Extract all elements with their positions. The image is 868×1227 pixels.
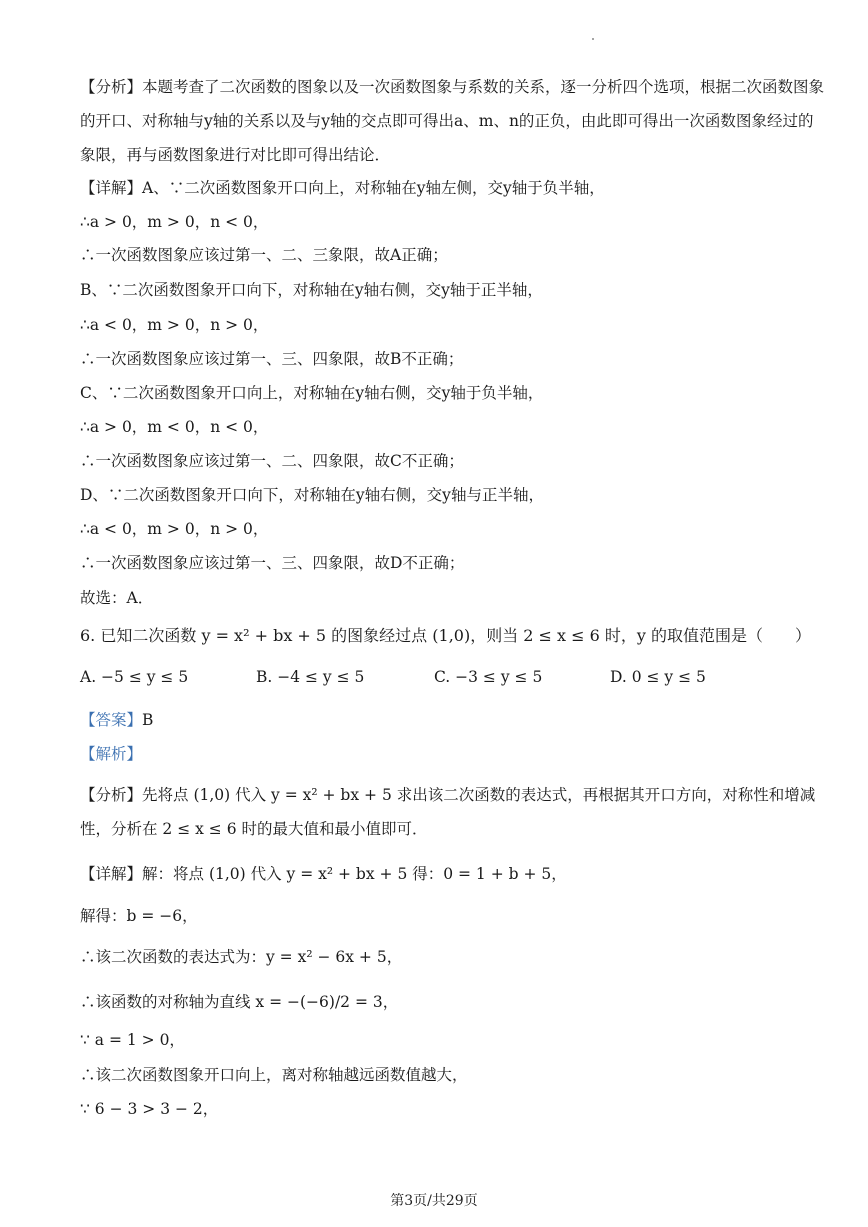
detail-6-line-5: ∵ 6 − 3 > 3 − 2， [80, 1100, 219, 1118]
analysis-6 [80, 778, 828, 846]
option-b: B. −4 ≤ y ≤ 5 [256, 668, 365, 686]
detail-6-first-text: 解：将点 (1,0) 代入 y = x² + bx + 5 得：0 = 1 + b + 5， [142, 865, 567, 883]
option-d: D. 0 ≤ y ≤ 5 [610, 668, 706, 686]
question-6-stem: 6. 已知二次函数 y = x² + bx + 5 的图象经过点 (1,0)，则当 2 ≤ x ≤ 6 时，y 的取值范围是（ ） [80, 626, 812, 645]
detail-6-tag: 【详解】 [80, 865, 143, 883]
detail-5-text: A、∵二次函数图象开口向上，对称轴在y轴左侧，交y轴于负半轴， [142, 179, 605, 197]
option-c: C. −3 ≤ y ≤ 5 [434, 668, 543, 686]
analysis-5-text: 本题考查了二次函数的图象以及一次函数图象与系数的关系，逐一分析四个选项，根据二次函数图象的开口、对称轴与y轴的关系以及与y轴的交点即可得出a、m、n的正负，由此即可得出一次函数图象经过的象限，再与函数图象进行对比即可得出结论． [80, 78, 825, 164]
answer-6 [80, 708, 828, 732]
page-footer: 第3页/共29页 [390, 1193, 478, 1209]
analysis-6-text: 先将点 (1,0) 代入 y = x² + bx + 5 求出该二次函数的表达式，再根据其开口方向，对称性和增减性，分析在 2 ≤ x ≤ 6 时的最大值和最小值即可． [80, 786, 816, 838]
answer-6-tag: 【答案】 [80, 711, 143, 729]
detail-5-line-5: ∴一次函数图象应该过第一、三、四象限，故B不正确； [80, 350, 464, 368]
analysis-5 [80, 70, 828, 172]
detail-6-first [80, 862, 828, 886]
detail-6-line-1: ∴该二次函数的表达式为：y = x² − 6x + 5， [80, 948, 403, 966]
detail-6-line-2: ∴该函数的对称轴为直线 x = −(−6)/2 = 3， [80, 993, 399, 1011]
detail-5-line-0 [80, 176, 828, 200]
explain-6 [80, 742, 828, 766]
detail-6-line-0: 解得：b = −6， [80, 907, 198, 925]
detail-5-tag: 【详解】 [80, 179, 143, 197]
detail-5-line-6: C、∵二次函数图象开口向上，对称轴在y轴右侧，交y轴于负半轴， [80, 384, 544, 402]
detail-6-line-4: ∴该二次函数图象开口向上，离对称轴越远函数值越大， [80, 1066, 468, 1084]
detail-5-line-12: 故选：A． [80, 589, 154, 607]
detail-5-line-1: ∴a > 0，m > 0，n < 0， [80, 213, 269, 231]
detail-5-line-7: ∴a > 0，m < 0，n < 0， [80, 418, 269, 436]
detail-6-line-3: ∵ a = 1 > 0， [80, 1031, 185, 1049]
option-a: A. −5 ≤ y ≤ 5 [80, 668, 189, 686]
detail-5-line-4: ∴a < 0，m > 0，n > 0， [80, 316, 269, 334]
detail-5-line-11: ∴一次函数图象应该过第一、三、四象限，故D不正确； [80, 554, 465, 572]
analysis-6-tag: 【分析】 [80, 786, 143, 804]
scan-dot [592, 38, 594, 40]
explain-6-tag: 【解析】 [80, 745, 143, 763]
detail-5-line-9: D、∵二次函数图象开口向下，对称轴在y轴右侧，交y轴与正半轴， [80, 486, 544, 504]
answer-6-value: B [142, 711, 154, 729]
question-6-options [80, 668, 840, 694]
analysis-5-tag: 【分析】 [80, 78, 143, 96]
detail-5-line-8: ∴一次函数图象应该过第一、二、四象限，故C不正确； [80, 452, 464, 470]
detail-5-line-3: B、∵二次函数图象开口向下，对称轴在y轴右侧，交y轴于正半轴， [80, 281, 543, 299]
detail-5-line-2: ∴一次函数图象应该过第一、二、三象限，故A正确； [80, 246, 448, 264]
detail-5-line-10: ∴a < 0，m > 0，n > 0， [80, 520, 269, 538]
